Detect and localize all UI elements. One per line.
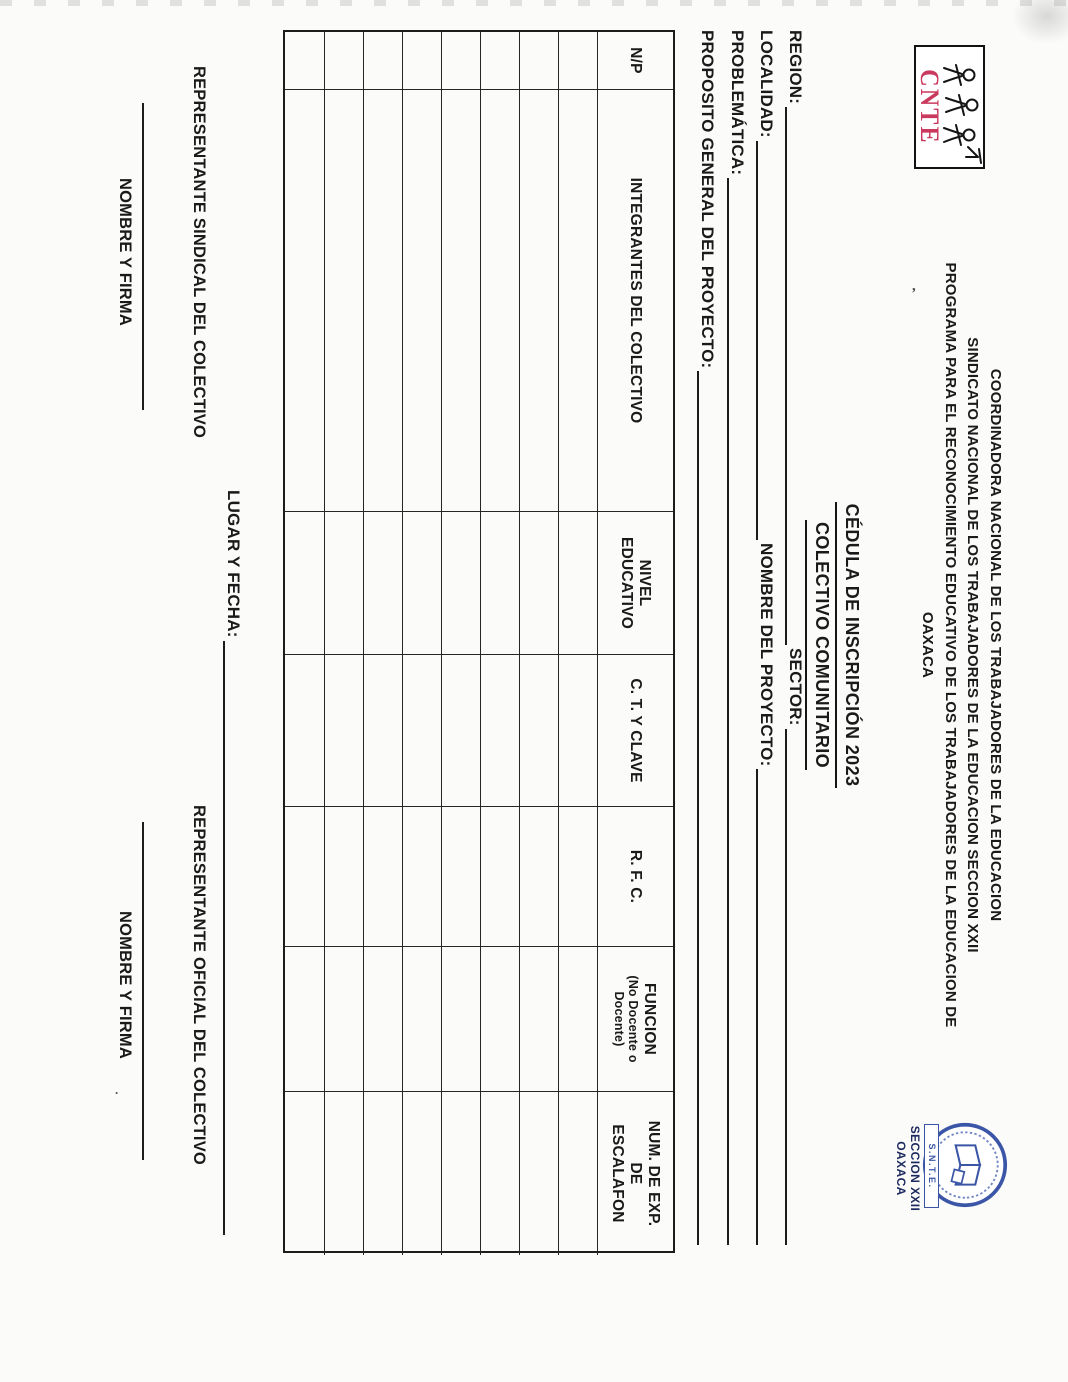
table-empty-cell — [363, 807, 402, 947]
table-empty-cell — [480, 32, 519, 90]
signature-right-line — [142, 822, 144, 1160]
table-empty-cell — [285, 512, 324, 655]
document-header — [916, 30, 1006, 1260]
table-empty-cell — [402, 32, 441, 90]
title-line-1: CÉDULA DE INSCRIPCIÓN 2023 — [835, 502, 865, 789]
members-table — [283, 30, 675, 1253]
problematica-blank-line — [727, 178, 747, 1245]
table-empty-cell — [441, 947, 480, 1092]
table-header-cell: NUM. DE EXP. DE ESCALAFON — [597, 1092, 673, 1255]
signature-left-title: REPRESENTANTE SINDICAL DEL COLECTIVO — [190, 65, 208, 439]
table-header-cell: NIVEL EDUCATIVO — [597, 512, 673, 655]
region-field — [785, 30, 806, 645]
table-empty-cell — [441, 655, 480, 807]
table-empty-cell — [480, 807, 519, 947]
table-header-cell: N/P — [597, 32, 673, 90]
lugar-fecha-blank-line — [223, 641, 243, 1235]
signature-right-caption: NOMBRE Y FIRMA — [116, 911, 134, 1059]
table-empty-cell — [363, 947, 402, 1092]
signature-left-caption: NOMBRE Y FIRMA — [116, 178, 134, 326]
scan-noise-strip — [0, 0, 1068, 6]
scan-speck: . — [115, 1082, 119, 1097]
table-empty-cell — [324, 655, 363, 807]
header-line-4: OAXACA — [919, 611, 937, 679]
table-empty-cell — [402, 1092, 441, 1255]
snte-state-label: OAXACA — [894, 1141, 908, 1196]
document-title — [805, 30, 865, 1260]
table-empty-cell — [285, 32, 324, 90]
proposito-field — [697, 30, 718, 1245]
table-empty-cell — [324, 32, 363, 90]
snte-section-label: SECCION XXII — [908, 1125, 922, 1212]
nombre-proyecto-blank-line — [756, 769, 776, 1245]
table-empty-cell — [558, 32, 597, 90]
table-empty-cell — [519, 32, 558, 90]
localidad-label: LOCALIDAD: — [757, 30, 776, 138]
table-empty-cell — [285, 90, 324, 512]
sector-field — [785, 648, 806, 1245]
problematica-field — [727, 30, 748, 1245]
table-empty-cell — [558, 1092, 597, 1255]
region-blank-line — [785, 107, 805, 645]
title-line-2: COLECTIVO COMUNITARIO — [805, 520, 835, 770]
table-empty-cell — [519, 1092, 558, 1255]
header-line-2: SINDICATO NACIONAL DE LOS TRABAJADORES DE LA EDUCACION SECCION XXII — [964, 337, 982, 953]
table-empty-cell — [558, 90, 597, 512]
proposito-label: PROPOSITO GENERAL DEL PROYECTO: — [698, 30, 717, 369]
table-empty-cell — [558, 807, 597, 947]
table-empty-cell — [480, 947, 519, 1092]
table-empty-cell — [363, 512, 402, 655]
signature-left-line — [142, 103, 144, 410]
lugar-fecha-field — [223, 490, 244, 1235]
table-empty-cell — [402, 90, 441, 512]
table-empty-cell — [441, 90, 480, 512]
table-empty-cell — [363, 655, 402, 807]
table-empty-cell — [363, 90, 402, 512]
table-empty-cell — [363, 1092, 402, 1255]
table-empty-cell — [441, 807, 480, 947]
table-empty-cell — [558, 655, 597, 807]
table-empty-cell — [402, 807, 441, 947]
table-empty-cell — [558, 947, 597, 1092]
table-empty-cell — [285, 655, 324, 807]
table-empty-cell — [480, 90, 519, 512]
region-label: REGION: — [786, 30, 805, 105]
table-header-cell: C. T. Y CLAVE — [597, 655, 673, 807]
table-empty-cell — [558, 512, 597, 655]
proposito-blank-line — [697, 371, 717, 1245]
table-empty-cell — [519, 947, 558, 1092]
table-empty-cell — [480, 655, 519, 807]
table-empty-cell — [480, 1092, 519, 1255]
table-header-cell: R. F. C. — [597, 807, 673, 947]
header-line-1: COORDINADORA NACIONAL DE LOS TRABAJADORES DE LA EDUCACION — [987, 368, 1004, 922]
table-empty-cell — [324, 1092, 363, 1255]
sector-label: SECTOR: — [786, 648, 805, 726]
table-empty-cell — [441, 512, 480, 655]
table-empty-cell — [324, 512, 363, 655]
table-empty-cell — [402, 947, 441, 1092]
table-empty-cell — [324, 807, 363, 947]
sector-blank-line — [785, 729, 805, 1245]
table-empty-cell — [441, 1092, 480, 1255]
table-header-cell: INTEGRANTES DEL COLECTIVO — [597, 90, 673, 512]
table-empty-cell — [363, 32, 402, 90]
table-header-cell: FUNCION (No Docente o Docente) — [597, 947, 673, 1092]
localidad-field — [756, 30, 777, 540]
table-empty-cell — [324, 947, 363, 1092]
localidad-blank-line — [756, 141, 776, 540]
table-empty-cell — [285, 1092, 324, 1255]
table-empty-cell — [402, 512, 441, 655]
table-empty-cell — [285, 947, 324, 1092]
header-line-3: PROGRAMA PARA EL RECONOCIMIENTO EDUCATIVO DE LOS TRABAJADORES DE LA EDUCACION DE — [942, 262, 959, 1028]
scan-speck: , — [912, 278, 916, 294]
nombre-proyecto-field — [756, 543, 777, 1245]
snte-banner: S.N.T.E. — [924, 1124, 939, 1208]
table-empty-cell — [324, 90, 363, 512]
nombre-proyecto-label: NOMBRE DEL PROYECTO: — [757, 543, 776, 767]
table-empty-cell — [519, 512, 558, 655]
table-empty-cell — [480, 512, 519, 655]
problematica-label: PROBLEMÁTICA: — [728, 30, 747, 176]
table-empty-cell — [519, 655, 558, 807]
table-empty-cell — [402, 655, 441, 807]
signature-right-title: REPRESENTANTE OFICIAL DEL COLECTIVO — [190, 805, 208, 1165]
lugar-fecha-label: LUGAR Y FECHA: — [224, 490, 243, 638]
cnte-acronym: CNTE — [915, 69, 944, 145]
table-empty-cell — [285, 807, 324, 947]
table-empty-cell — [519, 90, 558, 512]
table-empty-cell — [519, 807, 558, 947]
table-empty-cell — [441, 32, 480, 90]
